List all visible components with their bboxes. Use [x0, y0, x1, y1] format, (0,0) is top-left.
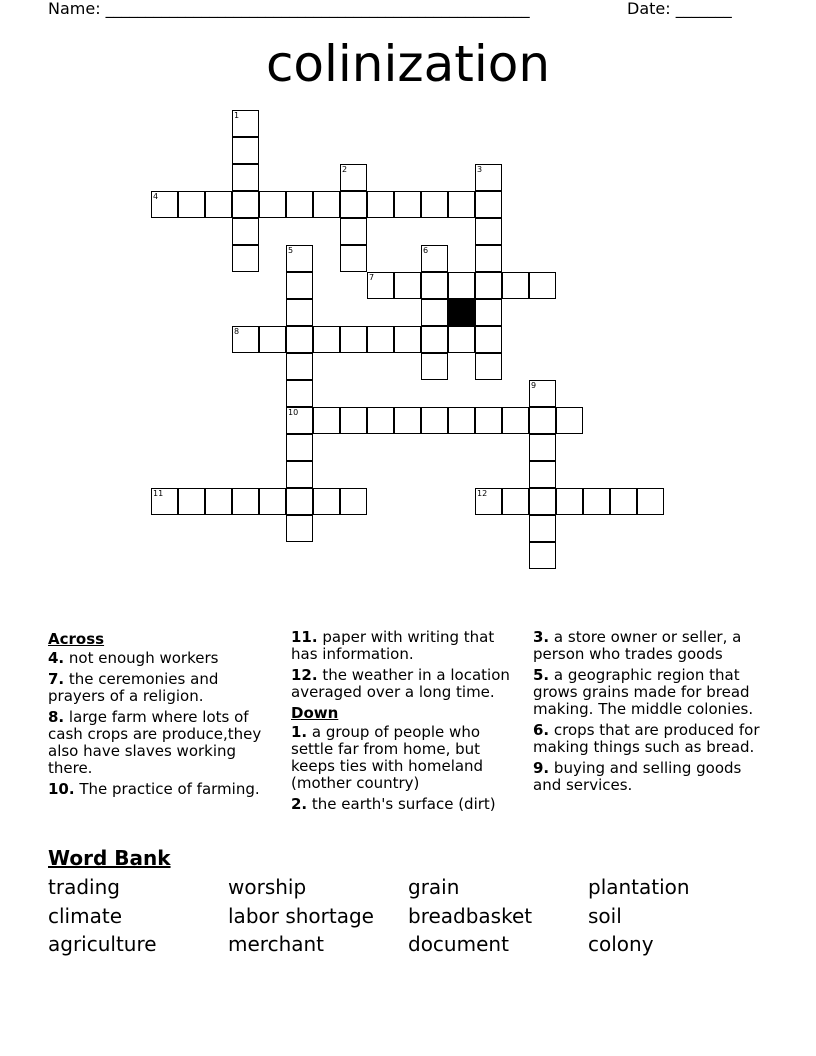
clue-number-1: 1: [234, 111, 240, 120]
crossword-cell[interactable]: [367, 407, 394, 434]
clue-number-5: 5: [288, 246, 294, 255]
crossword-cell[interactable]: [286, 353, 313, 380]
crossword-cell[interactable]: [286, 461, 313, 488]
crossword-cell[interactable]: [340, 218, 367, 245]
crossword-cell[interactable]: [448, 191, 475, 218]
across-heading: Across: [48, 630, 105, 648]
crossword-cell[interactable]: [259, 326, 286, 353]
crossword-cell[interactable]: [529, 488, 556, 515]
crossword-cell[interactable]: [583, 488, 610, 515]
clues-column-3: [533, 629, 763, 798]
crossword-cell[interactable]: [556, 407, 583, 434]
word-bank-item: soil: [588, 904, 622, 928]
word-bank-item: worship: [228, 875, 307, 899]
crossword-cell[interactable]: [556, 488, 583, 515]
crossword-cell[interactable]: [475, 218, 502, 245]
clues-column-1: [48, 629, 278, 802]
crossword-cell[interactable]: [394, 407, 421, 434]
crossword-cell[interactable]: [205, 488, 232, 515]
crossword-cell[interactable]: [259, 191, 286, 218]
crossword-cell[interactable]: [394, 326, 421, 353]
crossword-cell[interactable]: [475, 407, 502, 434]
crossword-cell[interactable]: [529, 515, 556, 542]
crossword-cell[interactable]: [178, 191, 205, 218]
word-bank-item: agriculture: [48, 932, 157, 956]
crossword-cell[interactable]: [502, 407, 529, 434]
crossword-cell[interactable]: [475, 245, 502, 272]
word-bank-item: trading: [48, 875, 120, 899]
crossword-cell[interactable]: [529, 407, 556, 434]
crossword-cell[interactable]: [637, 488, 664, 515]
word-bank-item: breadbasket: [408, 904, 533, 928]
crossword-cell[interactable]: [286, 488, 313, 515]
clue-down-9: 9. buying and selling goods and services.: [533, 759, 742, 794]
clues-column-2: [291, 629, 521, 817]
clue-across-12: 12. the weather in a location averaged over a long time.: [291, 666, 510, 701]
word-bank-item: document: [408, 932, 509, 956]
crossword-cell[interactable]: [421, 407, 448, 434]
clue-across-11: 11. paper with writing that has information.: [291, 628, 495, 663]
clue-number-12: 12: [477, 489, 488, 498]
crossword-cell[interactable]: [421, 353, 448, 380]
word-bank-item: colony: [588, 932, 654, 956]
word-bank-item: climate: [48, 904, 122, 928]
crossword-cell[interactable]: [394, 272, 421, 299]
crossword-cell[interactable]: [286, 515, 313, 542]
crossword-cell[interactable]: [448, 272, 475, 299]
crossword-cell[interactable]: [340, 245, 367, 272]
clue-number-8: 8: [234, 327, 240, 336]
crossword-cell[interactable]: [313, 488, 340, 515]
crossword-cell[interactable]: [367, 326, 394, 353]
crossword-cell[interactable]: [475, 326, 502, 353]
clue-number-11: 11: [153, 489, 164, 498]
clue-number-4: 4: [153, 192, 159, 201]
crossword-cell[interactable]: [529, 542, 556, 569]
down-heading: Down: [291, 704, 339, 722]
crossword-cell[interactable]: [475, 299, 502, 326]
word-bank-item: grain: [408, 875, 460, 899]
clue-across-7: 7. the ceremonies and prayers of a religion.: [48, 670, 219, 705]
crossword-cell[interactable]: [232, 164, 259, 191]
crossword-cell[interactable]: [421, 299, 448, 326]
crossword-cell[interactable]: [259, 488, 286, 515]
clue-number-2: 2: [342, 165, 348, 174]
crossword-cell[interactable]: [205, 191, 232, 218]
crossword-cell[interactable]: [340, 191, 367, 218]
crossword-cell[interactable]: [367, 191, 394, 218]
crossword-cell[interactable]: [286, 434, 313, 461]
crossword-cell[interactable]: [286, 272, 313, 299]
crossword-cell[interactable]: [394, 191, 421, 218]
word-bank-item: labor shortage: [228, 904, 374, 928]
crossword-cell[interactable]: [421, 191, 448, 218]
crossword-cell[interactable]: [502, 488, 529, 515]
crossword-cell[interactable]: [529, 434, 556, 461]
crossword-cell[interactable]: [475, 353, 502, 380]
clue-number-3: 3: [477, 165, 483, 174]
crossword-cell[interactable]: [529, 461, 556, 488]
crossword-cell[interactable]: [178, 488, 205, 515]
crossword-cell[interactable]: [502, 272, 529, 299]
clue-down-5: 5. a geographic region that grows grains made for bread making. The middle colonies.: [533, 666, 754, 718]
word-bank-item: plantation: [588, 875, 690, 899]
crossword-cell[interactable]: [340, 407, 367, 434]
crossword-cell[interactable]: [340, 326, 367, 353]
crossword-cell[interactable]: [313, 191, 340, 218]
crossword-cell[interactable]: [232, 191, 259, 218]
crossword-cell[interactable]: [232, 245, 259, 272]
crossword-cell[interactable]: [232, 218, 259, 245]
crossword-cell[interactable]: [286, 326, 313, 353]
crossword-cell[interactable]: [286, 380, 313, 407]
page-title: colinization: [265, 35, 551, 93]
clue-down-6: 6. crops that are produced for making things such as bread.: [533, 721, 760, 756]
clue-down-1: 1. a group of people who settle far from home, but keeps ties with homeland (mother country): [291, 723, 484, 792]
crossword-cell[interactable]: [421, 272, 448, 299]
crossword-cell[interactable]: [475, 272, 502, 299]
crossword-cell[interactable]: [448, 407, 475, 434]
date-field-label: Date: _______: [627, 0, 732, 18]
crossword-cell[interactable]: [232, 488, 259, 515]
clue-number-6: 6: [423, 246, 429, 255]
clue-number-7: 7: [369, 273, 375, 282]
crossword-cell[interactable]: [286, 299, 313, 326]
word-bank-item: merchant: [228, 932, 325, 956]
crossword-cell[interactable]: [313, 407, 340, 434]
crossword-cell[interactable]: [313, 326, 340, 353]
crossword-black-cell: [448, 299, 475, 326]
clue-across-4: 4. not enough workers: [48, 649, 219, 667]
clue-across-8: 8. large farm where lots of cash crops are produce,they also have slaves working there.: [48, 708, 262, 777]
clue-down-3: 3. a store owner or seller, a person who trades goods: [533, 628, 742, 663]
word-bank-heading: Word Bank: [48, 846, 171, 870]
name-field-label: Name: _____________________________________________________: [48, 0, 530, 18]
crossword-cell[interactable]: [448, 326, 475, 353]
clue-number-10: 10: [288, 408, 299, 417]
clue-across-10: 10. The practice of farming.: [48, 780, 260, 798]
crossword-cell[interactable]: [232, 137, 259, 164]
crossword-cell[interactable]: [421, 326, 448, 353]
crossword-cell[interactable]: [475, 191, 502, 218]
crossword-cell[interactable]: [286, 191, 313, 218]
clue-number-9: 9: [531, 381, 537, 390]
clue-down-2: 2. the earth's surface (dirt): [291, 795, 496, 813]
crossword-cell[interactable]: [610, 488, 637, 515]
crossword-cell[interactable]: [340, 488, 367, 515]
crossword-cell[interactable]: [529, 272, 556, 299]
